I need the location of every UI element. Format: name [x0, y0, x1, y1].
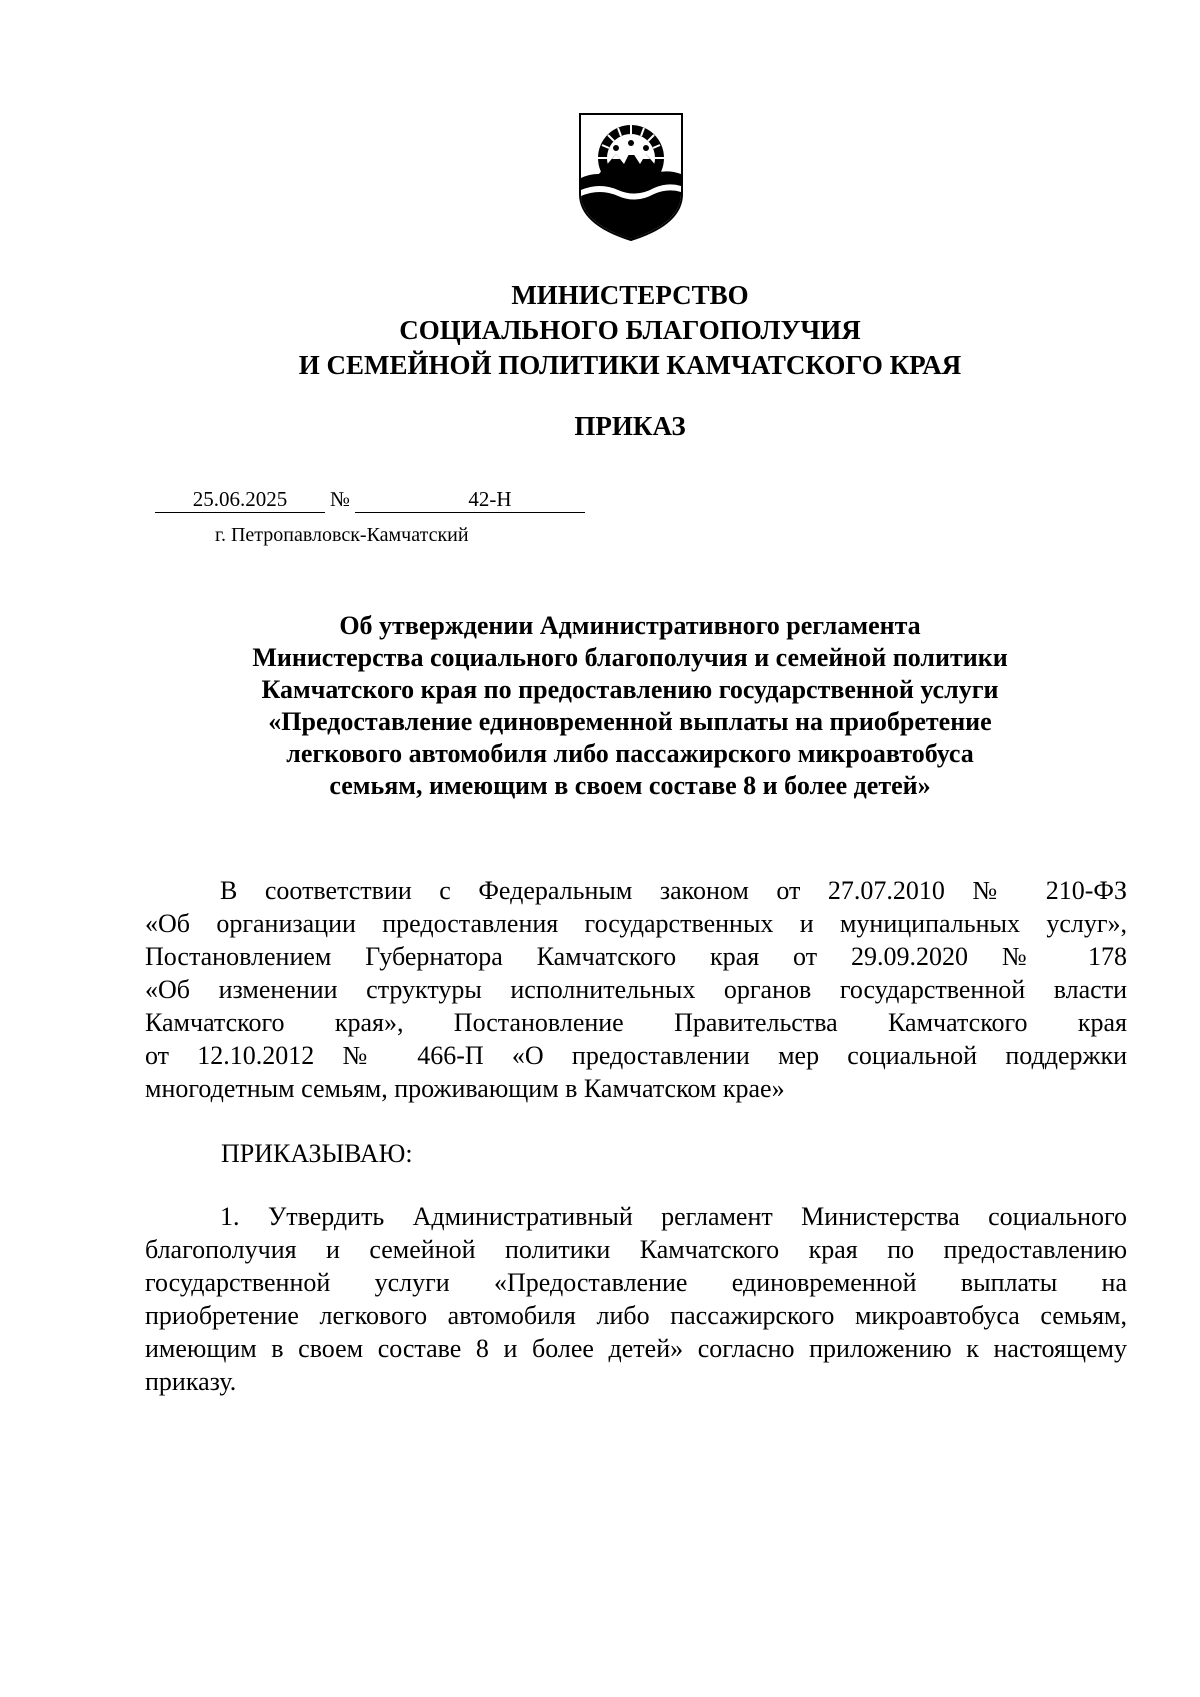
paragraph-line: имеющим в своем составе 8 и более детей» согласно приложению к настоящему	[145, 1334, 1127, 1363]
paragraph-line: Постановлением Губернатора Камчатского края от 29.09.2020 № 178	[145, 942, 1127, 971]
subject-line: семьям, имеющим в своем составе 8 и более детей»	[329, 771, 931, 800]
paragraph-line: от 12.10.2012 № 466-П «О предоставлении мер социальной поддержки	[145, 1041, 1127, 1070]
subject-line: легкового автомобиля либо пассажирского микроавтобуса	[286, 739, 974, 768]
paragraph-line: государственной услуги «Предоставление единовременной выплаты на	[145, 1268, 1127, 1297]
kamchatka-coat-of-arms-icon	[578, 112, 684, 242]
ministry-name	[0, 278, 1200, 383]
paragraph-line: 1. Утвердить Административный регламент Министерства социального	[220, 1202, 1127, 1231]
paragraph-line: приобретение легкового автомобиля либо пассажирского микроавтобуса семьям,	[145, 1301, 1127, 1330]
subject-line: Об утверждении Административного регламента	[339, 611, 921, 640]
ministry-name-line-2: СОЦИАЛЬНОГО БЛАГОПОЛУЧИЯ	[399, 315, 861, 345]
paragraph-line: Камчатского края», Постановление Правительства Камчатского края	[145, 1008, 1127, 1037]
order-date: 25.06.2025	[155, 486, 325, 513]
subject-line: Министерства социального благополучия и семейной политики	[252, 643, 1008, 672]
paragraph-line: приказу.	[145, 1367, 237, 1396]
item-1-paragraph	[145, 1200, 1127, 1398]
document-type-title: ПРИКАЗ	[574, 411, 686, 441]
paragraph-line: благополучия и семейной политики Камчатского края по предоставлению	[145, 1235, 1127, 1264]
issuing-city: г. Петропавловск-Камчатский	[215, 524, 469, 546]
number-sign: №	[330, 487, 351, 511]
preamble-paragraph	[145, 874, 1127, 1105]
order-subject	[180, 610, 1080, 802]
subject-line: Камчатского края по предоставлению государственной услуги	[261, 675, 999, 704]
ministry-name-line-1: МИНИСТЕРСТВО	[511, 280, 749, 310]
order-number: 42-Н	[355, 486, 585, 513]
ministry-name-line-3: И СЕМЕЙНОЙ ПОЛИТИКИ КАМЧАТСКОГО КРАЯ	[298, 350, 962, 380]
paragraph-line: многодетным семьям, проживающим в Камчатском крае»	[145, 1074, 785, 1103]
paragraph-line: В соответствии с Федеральным законом от 27.07.2010 № 210-ФЗ	[220, 876, 1127, 905]
subject-line: «Предоставление единовременной выплаты на приобретение	[268, 707, 992, 736]
decree-word: ПРИКАЗЫВАЮ:	[221, 1139, 413, 1168]
paragraph-line: «Об организации предоставления государственных и муниципальных услуг»,	[145, 909, 1127, 938]
paragraph-line: «Об изменении структуры исполнительных органов государственной власти	[145, 975, 1127, 1004]
order-date-number-line	[155, 486, 585, 514]
